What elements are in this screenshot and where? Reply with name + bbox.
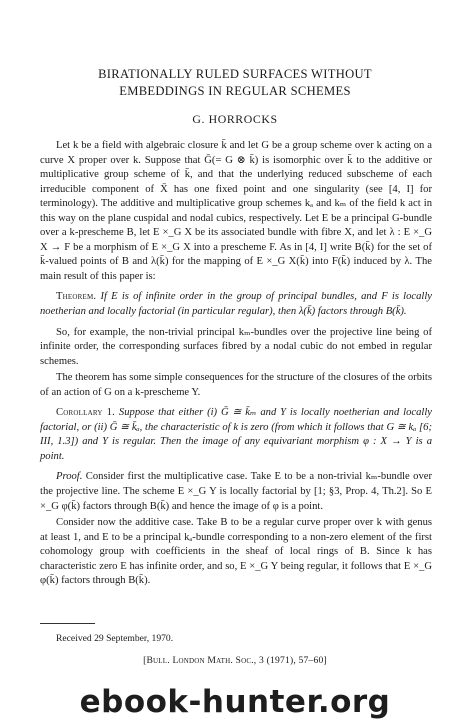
corollary	[40, 406, 432, 464]
watermark-text: ebook-hunter.org	[79, 684, 391, 720]
title-line-2: EMBEDDINGS IN REGULAR SCHEMES	[119, 84, 351, 98]
proof-label: Proof.	[56, 471, 83, 483]
theorem-label: Theorem.	[56, 291, 97, 303]
author-name: G. HORROCKS	[192, 112, 278, 126]
theorem	[40, 290, 432, 319]
theorem-body: If E is of infinite order in the group of principal bundles, and F is locally noetherian and locally factorial (in particular regular), then λ(k̄) factors through B(k̄).	[40, 291, 432, 318]
proof-body: Consider first the multiplicative case. Take E to be a non-trivial kₘ-bundle over the projective line. The scheme E ×_G Y is locally factorial by [1; §3, Prop. 4, Th.2]. So E ×_G φ(k̄) factors through B(k̄) and hence the image of φ is a point.	[40, 471, 432, 512]
corollary-body: Suppose that either (i) Ḡ ≅ k̄ₘ and Y is locally noetherian and locally factorial, or (ii) Ḡ ≅ k̄ₐ, the characteristic of k is zero (from which it follows that G ≅ kₐ [6; III, 1.3]) and Y is regular. Then the image of any equivariant morphism φ : X → Y is a point.	[40, 407, 432, 462]
additive-case-paragraph: Consider now the additive case. Take B to be a regular curve proper over k with genus at least 1, and E to be a principal kₐ-bundle corresponding to a non-zero element of the first cohomology group with coefficients in the sheaf of local rings of B. Since k has characteristic zero E has infinite order, and so, E ×_G Y being regular, it follows that E ×_G φ(k̄) factors through B(k̄).	[40, 517, 432, 587]
footnote-rule	[40, 623, 95, 624]
paper-title	[40, 66, 430, 100]
consequences-paragraph: The theorem has some simple consequences for the structure of the closures of the orbits of an action of G on a k-prescheme Y.	[40, 372, 432, 398]
intro-paragraph: Let k be a field with algebraic closure k̄ and let G be a group scheme over k acting on a curve X proper over k. Suppose that Ḡ(= G ⊗ k̄) is isomorphic over k̄ to the additive or multiplicative group scheme of k̄, and that the underlying reduced subscheme of each irreducible component of X̄ has one fixed point and one singularity (see [4, I] for terminology). The additive and multiplicative group schemes kₐ and kₘ of the field k act in this way on the plane cuspidal and nodal cubics, respectively. Let E be a principal G-bundle over a k-prescheme B, let E ×_G X be its associated bundle with fibre X, and let λ : E ×_G X → F be a morphism of E ×_G X into a prescheme F. As in [4, I] write B(k̄) for the set of k̄-valued points of B and λ(k̄) for the mapping of E ×_G X(k̄) into F(k̄) induced by λ. The main result of this paper is:	[40, 140, 432, 282]
journal-citation: [Bull. London Math. Soc., 3 (1971), 57–60]	[143, 655, 327, 666]
example-paragraph: So, for example, the non-trivial principal kₘ-bundles over the projective line being of infinite order, the corresponding surfaces fibred by a nodal cubic do not embed in regular schemes.	[40, 326, 432, 367]
paper-body	[40, 139, 432, 595]
received-date: Received 29 September, 1970.	[56, 633, 174, 644]
corollary-label: Corollary 1.	[56, 407, 116, 419]
proof	[40, 470, 432, 514]
title-line-1: BIRATIONALLY RULED SURFACES WITHOUT	[98, 67, 372, 81]
